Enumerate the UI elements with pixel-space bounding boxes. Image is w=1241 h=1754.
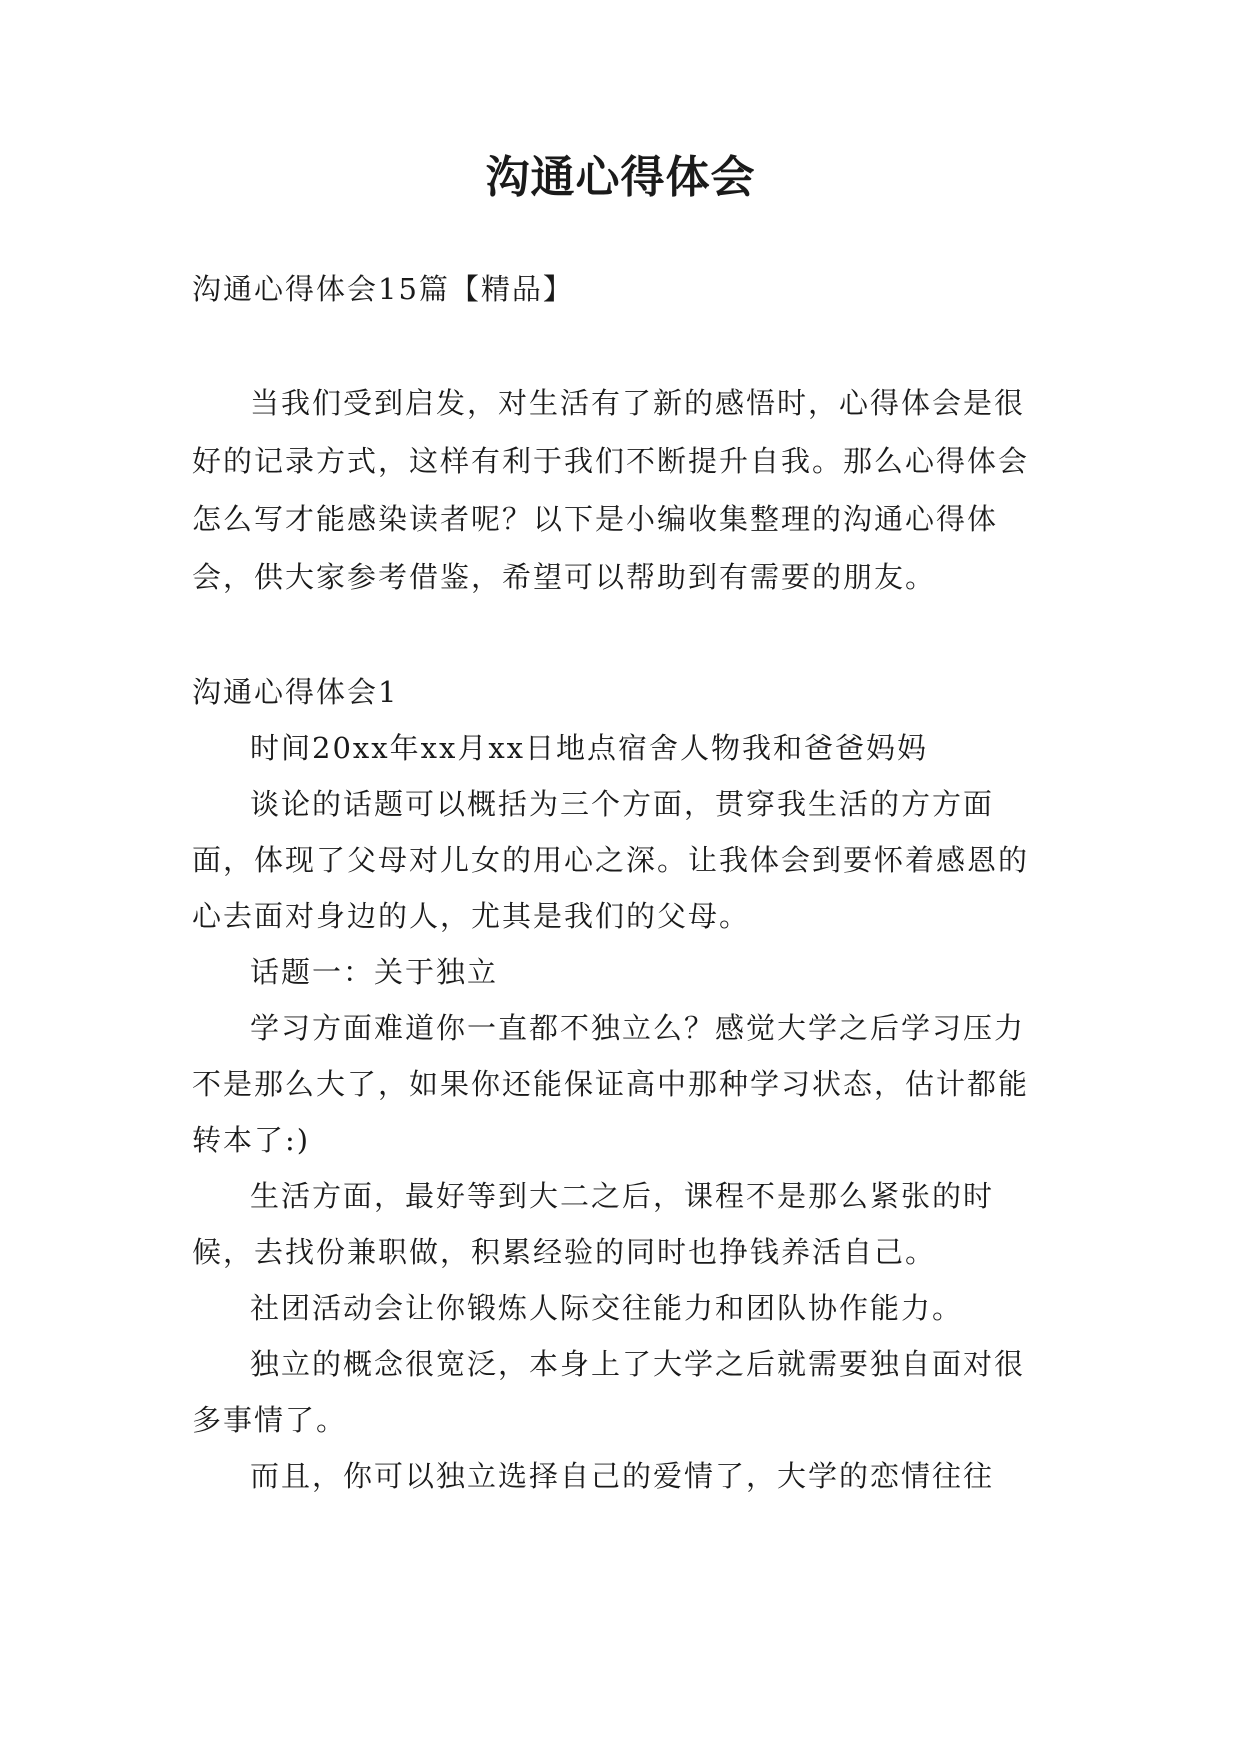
section-heading: 沟通心得体会1 (192, 675, 399, 709)
document-title: 沟通心得体会 (485, 152, 756, 203)
document-body (192, 260, 1052, 1504)
paragraph-topic-one: 话题一：关于独立 (250, 955, 499, 989)
paragraph-study: 学习方面难道你一直都不独立么？感觉大学之后学习压力不是那么大了，如果你还能保证高中那种学习状态，估计都能转本了:) (192, 1011, 1030, 1157)
paragraph-topics: 谈论的话题可以概括为三个方面，贯穿我生活的方方面面，体现了父母对儿女的用心之深。让我体会到要怀着感恩的心去面对身边的人，尤其是我们的父母。 (192, 787, 1030, 933)
document-subtitle: 沟通心得体会15篇【精品】 (192, 272, 574, 306)
paragraph-love: 而且，你可以独立选择自己的爱情了，大学的恋情往往 (250, 1459, 995, 1493)
paragraph-time-place: 时间20xx年xx月xx日地点宿舍人物我和爸爸妈妈 (250, 731, 929, 765)
intro-paragraph: 当我们受到启发，对生活有了新的感悟时，心得体会是很好的记录方式，这样有利于我们不断提升自我。那么心得体会怎么写才能感染读者呢？以下是小编收集整理的沟通心得体会，供大家参考借鉴，希望可以帮助到有需要的朋友。 (192, 386, 1030, 594)
paragraph-clubs: 社团活动会让你锻炼人际交往能力和团队协作能力。 (250, 1291, 964, 1325)
paragraph-life: 生活方面，最好等到大二之后，课程不是那么紧张的时候，去找份兼职做，积累经验的同时也挣钱养活自己。 (192, 1179, 995, 1269)
paragraph-independence: 独立的概念很宽泛，本身上了大学之后就需要独自面对很多事情了。 (192, 1347, 1026, 1437)
